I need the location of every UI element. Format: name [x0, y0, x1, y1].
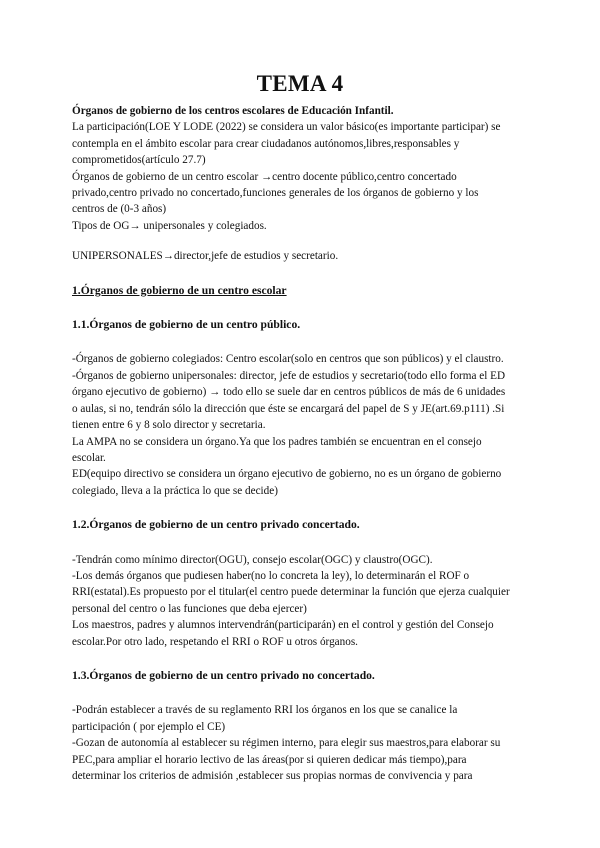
intro-paragraph: Tipos de OG→ unipersonales y colegiados. [72, 219, 267, 232]
subsection-heading: 1.2.Órganos de gobierno de un centro privado concertado. [72, 518, 360, 532]
subsection-heading: 1.3.Órganos de gobierno de un centro privado no concertado. [72, 668, 375, 682]
body-paragraph: -Tendrán como mínimo director(OGU), consejo escolar(OGC) y claustro(OGC). [72, 553, 433, 566]
body-paragraph: -Órganos de gobierno colegiados: Centro escolar(solo en centros que son públicos) y el claustro. [72, 353, 504, 366]
unipersonales-paragraph: UNIPERSONALES→director,jefe de estudios y secretario. [72, 250, 339, 263]
body-paragraph: Los maestros, padres y alumnos intervendrán(participarán) en el control y gestión del Consejo escolar.Por otro lado, respetando el RRI o ROF u otros órganos. [72, 619, 494, 648]
document-title: TEMA 4 [256, 71, 344, 96]
body-paragraph: -Podrán establecer a través de su reglamento RRI los órganos en los que se canalice la participación ( por ejemplo el CE) [72, 704, 458, 733]
body-paragraph: La AMPA no se considera un órgano.Ya que los padres también se encuentran en el consejo escolar. [72, 435, 482, 464]
body-paragraph: -Gozan de autonomía al establecer su régimen interno, para elegir sus maestros,para elaborar su PEC,para ampliar el horario lectivo de las áreas(por si quieren dedicar más tiempo),para determinar los criterios de admisión ,establecer sus propias normas de convivencia y para [72, 737, 501, 782]
intro-paragraph: Órganos de gobierno de un centro escolar →centro docente público,centro concertado privado,centro privado no concertado,funciones generales de los órganos de gobierno y los centros de (0-3 años) [72, 170, 479, 216]
body-paragraph: ED(equipo directivo se considera un órgano ejecutivo de gobierno, no es un órgano de gobierno colegiado, lleva a la práctica lo que se decide) [72, 468, 502, 497]
intro-paragraph: La participación(LOE Y LODE (2022) se considera un valor básico(es importante participar) se contempla en el ámbito escolar para crear ciudadanos autónomos,libres,responsables y comprometidos(artículo 27.7) [72, 121, 501, 167]
body-paragraph: -Los demás órganos que pudiesen haber(no lo concreta la ley), lo determinarán el ROF o RRI(estatal).Es propuesto por el titular(el centro puede determinar la función que ejerza cualquier personal del centro o las funciones que deba ejercer) [72, 569, 510, 615]
document-body [72, 103, 512, 784]
document-subtitle: Órganos de gobierno de los centros escolares de Educación Infantil. [72, 105, 394, 117]
body-paragraph: -Órganos de gobierno unipersonales: director, jefe de estudios y secretario(todo ello forma el ED órgano ejecutivo de gobierno) → todo ello se suele dar en centros públicos de más de 6 unidades o aulas, si no, tendrán sólo la dirección que éste se encargará del papel de S y JE(art.69.p111) .Si tienen entre 6 y 8 solo director y secretaria. [72, 369, 506, 432]
section-heading: 1.Órganos de gobierno de un centro escolar [72, 283, 287, 297]
subsection-heading: 1.1.Órganos de gobierno de un centro público. [72, 318, 301, 332]
